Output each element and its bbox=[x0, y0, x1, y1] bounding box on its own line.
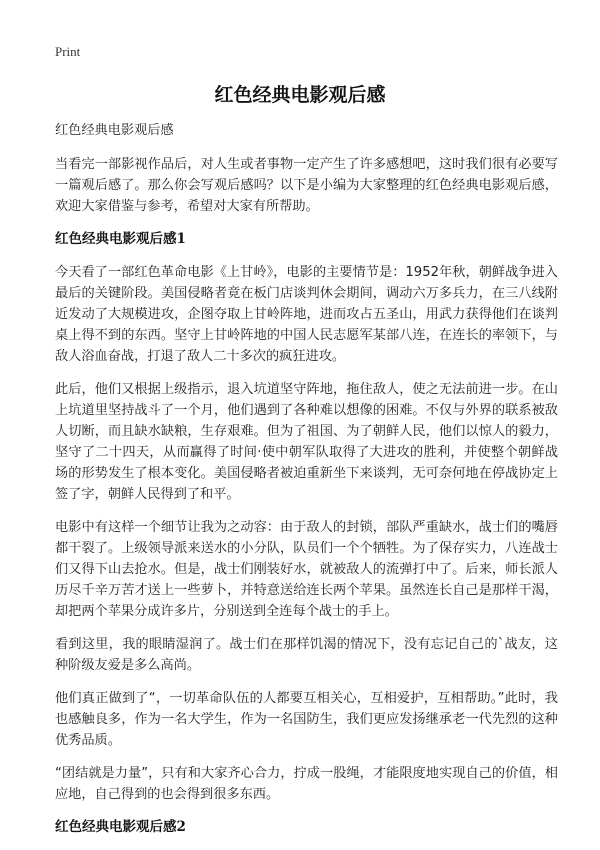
section-heading-2: 红色经典电影观后感2 bbox=[55, 819, 186, 835]
section1-paragraph-1: 今天看了一部红色革命电影《上甘岭》，电影的主要情节是：1952年秋，朝鲜战争进入最后的关键阶段。美国侵略者竟在板门店谈判休会期间，调动六万多兵力，在三八线附近发动了大规模进攻，企图夺取上甘岭阵地，进而攻占五圣山，用武力获得他们在谈判桌上得不到的东西。坚守上甘岭阵地的中国人民志愿军某部八连，在连长的率领下，与敌人浴血奋战，打退了敌人二十多次的疯狂进攻。 bbox=[55, 265, 558, 364]
section1-paragraph-6: “团结就是力量”，只有和大家齐心合力，拧成一股绳，才能限度地实现自己的价值，相应地，自己得到的也会得到很多东西。 bbox=[55, 766, 558, 802]
section1-paragraph-3: 电影中有这样一个细节让我为之动容：由于敌人的封锁，部队严重缺水，战士们的嘴唇都干裂了。上级领导派来送水的小分队，队员们一个个牺牲。为了保存实力，八连战士们又得下山去抢水。但是，战士们刚装好水，就被敌人的流弹打中了。后来，师长派人历尽千辛万苦才送上一些萝卜，并特意送给连长两个苹果。虽然连长自己是那样干渴，却把两个苹果分成许多片，分别送到全连每个战士的手上。 bbox=[55, 520, 558, 619]
section1-paragraph-4: 看到这里，我的眼睛湿润了。战士们在那样饥渴的情况下，没有忘记自己的`战友，这种阶级友爱是多么高尚。 bbox=[55, 637, 558, 673]
intro-paragraph: 当看完一部影视作品后，对人生或者事物一定产生了许多感想吧，这时我们很有必要写一篇观后感了。那么你会写观后感吗？以下是小编为大家整理的红色经典电影观后感，欢迎大家借鉴与参考，希望对大家有所帮助。 bbox=[55, 157, 558, 214]
section1-paragraph-2: 此后，他们又根据上级指示，退入坑道坚守阵地，拖住敌人，使之无法前进一步。在山上坑道里坚持战斗了一个月，他们遇到了各种难以想像的困难。不仅与外界的联系被敌人切断，而且缺水缺粮，生存艰难。但为了祖国、为了朝鲜人民，他们以惊人的毅力，坚守了二十四天，从而赢得了时间·使中朝军队取得了大进攻的胜利，并使整个朝鲜战场的形势发生了根本变化。美国侵略者被迫重新坐下来谈判，无可奈何地在停战协定上签了字，朝鲜人民得到了和平。 bbox=[55, 382, 558, 502]
article-subtitle: 红色经典电影观后感 bbox=[55, 123, 174, 138]
section-heading-1: 红色经典电影观后感1 bbox=[55, 231, 186, 247]
print-link[interactable]: Print bbox=[55, 44, 81, 59]
page-title: 红色经典电影观后感 bbox=[214, 84, 386, 106]
section1-paragraph-5: 他们真正做到了“，一切革命队伍的人都要互相关心，互相爱护，互相帮助。”此时，我也感触良多，作为一名大学生，作为一名国防生，我们更应发扬继承老一代先烈的这种优秀品质。 bbox=[55, 691, 558, 748]
article-body bbox=[55, 120, 558, 850]
